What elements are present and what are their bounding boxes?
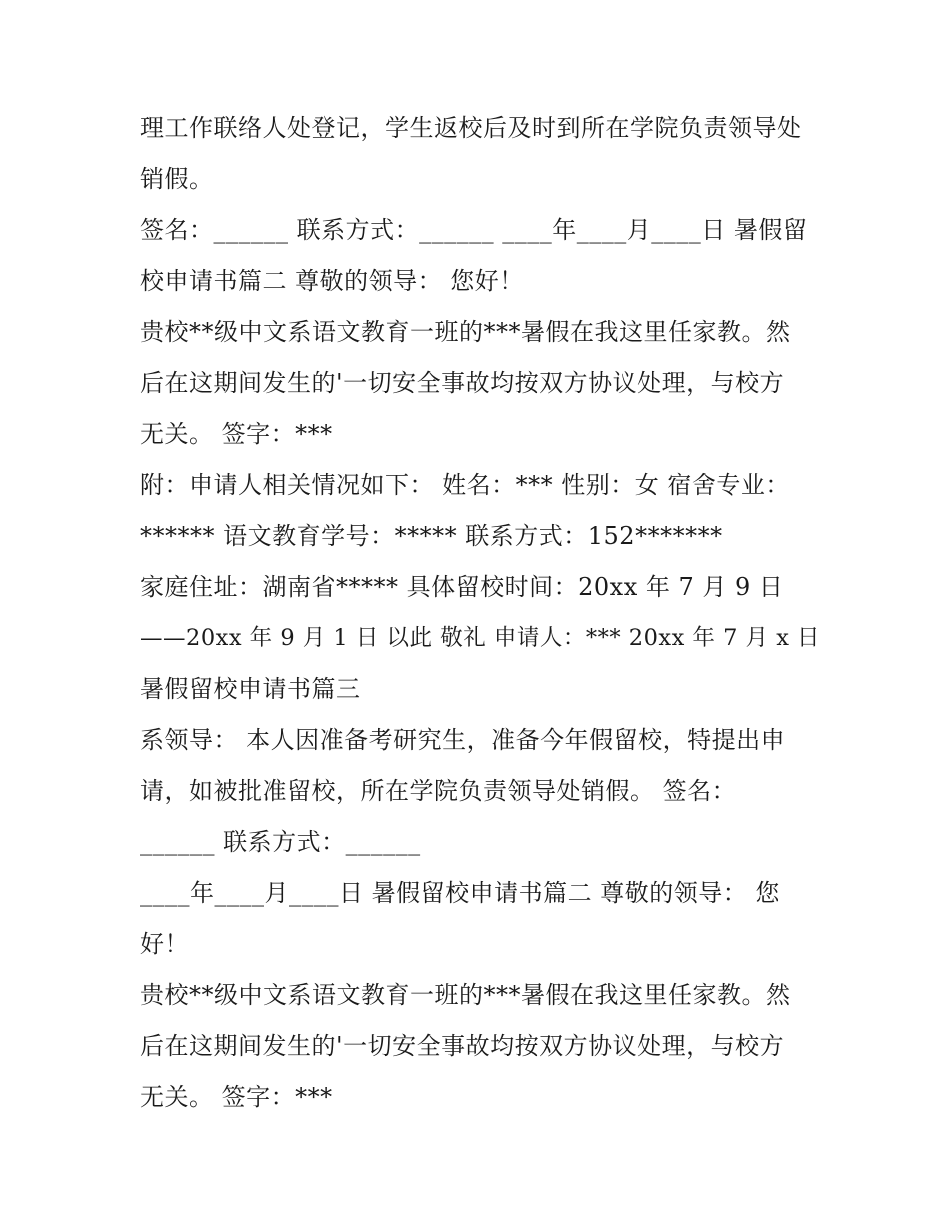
section-heading: 暑假留校申请书篇三 [140,675,361,703]
text-line: 系领导： 本人因准备考研究生，准备今年假留校，特提出申 [140,726,786,754]
text-line: 好！ [140,930,189,958]
text-line: ____年____月____日 暑假留校申请书篇二 尊敬的领导： 您 [140,879,780,907]
text-line: 后在这期间发生的'一切安全事故均按双方协议处理，与校方 [140,1032,785,1060]
text-line: 家庭住址：湖南省***** 具体留校时间：20xx 年 7 月 9 日 [140,573,784,601]
text-line: 无关。 签字：*** [140,420,333,448]
text-line: ______ 联系方式：______ [140,828,421,856]
text-line: 校申请书篇二 尊敬的领导： 您好！ [140,267,524,295]
text-line: 附：申请人相关情况如下： 姓名：*** 性别：女 宿舍专业： [140,471,790,499]
text-line: 贵校**级中文系语文教育一班的***暑假在我这里任家教。然 [140,981,791,1009]
text-line: 签名：______ 联系方式：______ ____年____月____日 暑假留 [140,216,808,244]
text-line: ****** 语文教育学号：***** 联系方式：152******* [140,522,723,550]
text-line: 请，如被批准留校，所在学院负责领导处销假。 签名： [140,777,737,805]
text-line: 理工作联络人处登记，学生返校后及时到所在学院负责领导处 [140,114,802,142]
text-line: 销假。 [140,165,214,193]
text-line: 后在这期间发生的'一切安全事故均按双方协议处理，与校方 [140,369,785,397]
text-line: 贵校**级中文系语文教育一班的***暑假在我这里任家教。然 [140,318,791,346]
text-line: 无关。 签字：*** [140,1083,333,1111]
text-line: ——20xx 年 9 月 1 日 以此 敬礼 申请人：*** 20xx 年 7 月 x 日 [140,625,821,651]
